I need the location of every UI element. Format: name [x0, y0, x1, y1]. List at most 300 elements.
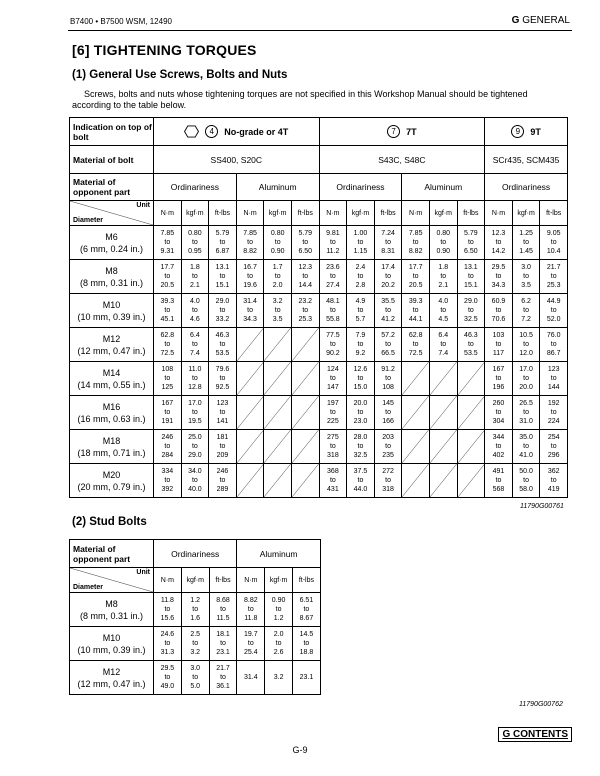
torque-max: 34.3: [243, 316, 257, 323]
not-applicable-cell: [402, 430, 430, 464]
torque-value-cell: [181, 362, 209, 396]
unit-header-cell: ft-lbs: [209, 201, 237, 226]
range-to: to: [247, 239, 253, 246]
torque-max: 296: [547, 452, 560, 459]
torque-max: 2.6: [273, 649, 284, 656]
unit-header-cell: N·m: [236, 201, 264, 226]
torque-max: 20.5: [160, 282, 175, 289]
torque-min: 79.6: [215, 366, 230, 373]
torque-min: 4.0: [190, 298, 200, 305]
torque-max: 568: [492, 486, 505, 493]
grade-name: 7T: [406, 126, 417, 137]
diameter-cell: [70, 260, 154, 294]
bolt-size-detail: (10 mm, 0.39 in.): [77, 311, 146, 322]
range-to: to: [164, 307, 171, 314]
range-to: to: [550, 307, 557, 314]
torque-min: 7.24: [381, 230, 395, 237]
range-to: to: [357, 375, 364, 382]
range-to: to: [329, 375, 336, 382]
torque-max: 20.2: [381, 282, 395, 289]
unit-header-cell: ft-lbs: [540, 201, 568, 226]
range-to: to: [329, 443, 336, 450]
torque-min: 24.6: [160, 631, 175, 638]
not-applicable-cell: [457, 464, 485, 498]
general-intro: Screws, bolts and nuts whose tightening torques are not specified in this Workshop Manual should be tightened according to the table below.: [72, 89, 528, 110]
range-to: to: [550, 341, 557, 348]
torque-max: 8.31: [381, 248, 395, 255]
range-to: to: [467, 307, 474, 314]
torque-value-cell: [402, 294, 430, 328]
not-applicable-cell: [264, 430, 292, 464]
torque-value-cell: [181, 627, 209, 661]
torque-value: 3.2: [273, 674, 284, 681]
torque-max: 11.8: [244, 615, 258, 622]
range-to: to: [247, 307, 253, 314]
torque-value-cell: [347, 464, 375, 498]
table-row: [70, 226, 568, 260]
unit-header-cell: ft-lbs: [209, 568, 237, 593]
bolt-size: M12: [102, 333, 121, 344]
not-applicable-cell: [236, 328, 264, 362]
torque-max: 86.7: [546, 350, 561, 357]
torque-min: 29.5: [491, 264, 506, 271]
torque-max: 6.50: [298, 248, 313, 255]
not-applicable-cell: [291, 430, 319, 464]
torque-max: 9.31: [160, 248, 175, 255]
diagonal-slash: [237, 328, 264, 361]
torque-value-cell: [512, 328, 540, 362]
torque-min: 13.1: [215, 264, 230, 271]
torque-max: 419: [547, 486, 560, 493]
torque-min: 2.0: [273, 631, 284, 638]
torque-value-cell: [512, 430, 540, 464]
diagonal-slash: [402, 430, 429, 463]
bolt-size-detail: (12 mm, 0.47 in.): [77, 345, 146, 356]
range-to: to: [495, 307, 502, 314]
table-row: [70, 396, 568, 430]
torque-min: 0.80: [270, 230, 285, 237]
torque-max: 25.3: [298, 316, 313, 323]
torque-value-cell: [209, 226, 237, 260]
torque-max: 52.0: [546, 316, 561, 323]
torque-min: 1.7: [272, 264, 283, 271]
torque-min: 4.0: [438, 298, 449, 305]
not-applicable-cell: [429, 464, 457, 498]
range-to: to: [220, 674, 226, 681]
torque-value-cell: [374, 430, 402, 464]
torque-min: 46.3: [215, 332, 230, 339]
torque-value-cell: [181, 661, 209, 695]
torque-value-cell: [319, 294, 347, 328]
range-to: to: [550, 409, 557, 416]
torque-min: 17.0: [188, 400, 202, 407]
torque-value-cell: [209, 627, 237, 661]
torque-min: 8.68: [216, 597, 230, 604]
torque-max: 402: [492, 452, 505, 459]
torque-min: 29.0: [464, 298, 478, 305]
bolt-size: M20: [102, 469, 121, 480]
section-name: GENERAL: [522, 15, 570, 26]
table-row: [70, 593, 321, 627]
torque-value-cell: [540, 396, 568, 430]
unit-header-cell: N·m: [485, 201, 513, 226]
diagonal-slash: [458, 430, 485, 463]
range-to: to: [440, 341, 447, 348]
torque-max: 125: [161, 384, 174, 391]
opponent-material: Ordinariness: [485, 174, 568, 201]
unit-diameter-header: [70, 568, 154, 593]
torque-value-cell: [485, 430, 513, 464]
torque-min: 46.3: [464, 332, 478, 339]
grade-mark: [154, 125, 319, 138]
bolt-material-label: Material of bolt: [70, 146, 154, 174]
range-to: to: [219, 239, 226, 246]
unit-header-cell: N·m: [237, 568, 265, 593]
torque-value-cell: [181, 396, 209, 430]
diameter-label: Diameter: [73, 217, 103, 224]
bolt-size: M14: [102, 367, 121, 378]
torque-min: 35.5: [381, 298, 395, 305]
table-row: [70, 661, 321, 695]
torque-min: 29.5: [160, 665, 175, 672]
torque-value-cell: [154, 661, 182, 695]
torque-max: 225: [327, 418, 339, 425]
unit-header-cell: kgf·m: [347, 201, 375, 226]
torque-max: 2.0: [272, 282, 283, 289]
range-to: to: [550, 443, 557, 450]
unit-diameter-header: [70, 201, 154, 226]
not-applicable-cell: [429, 362, 457, 396]
torque-max: 20.0: [519, 384, 533, 391]
torque-max: 34.3: [491, 282, 506, 289]
torque-min: 11.0: [188, 366, 202, 373]
range-to: to: [440, 273, 447, 280]
torque-min: 34.0: [188, 468, 202, 475]
torque-max: 108: [382, 384, 394, 391]
opponent-material: Aluminum: [236, 174, 319, 201]
contents-button[interactable]: G CONTENTS: [498, 727, 572, 742]
diagonal-slash: [237, 464, 264, 497]
torque-value-cell: [265, 593, 293, 627]
torque-min: 368: [327, 468, 339, 475]
range-to: to: [220, 640, 226, 647]
torque-value-cell: [291, 260, 319, 294]
diameter-label: Diameter: [73, 584, 103, 591]
torque-min: 14.5: [299, 631, 314, 638]
range-to: to: [192, 606, 199, 613]
torque-max: 12.8: [188, 384, 202, 391]
torque-min: 91.2: [381, 366, 395, 373]
torque-min: 6.4: [438, 332, 449, 339]
torque-value-cell: [264, 294, 292, 328]
torque-min: 39.3: [160, 298, 175, 305]
torque-min: 5.79: [464, 230, 478, 237]
torque-max: 40.0: [188, 486, 202, 493]
torque-value-cell: [209, 661, 237, 695]
table-row: [70, 260, 568, 294]
bolt-size-detail: (18 mm, 0.71 in.): [77, 447, 146, 458]
not-applicable-cell: [291, 464, 319, 498]
range-to: to: [495, 273, 502, 280]
torque-min: 62.8: [160, 332, 175, 339]
not-applicable-cell: [429, 396, 457, 430]
unit-header-cell: kgf·m: [264, 201, 292, 226]
bolt-size-detail: (12 mm, 0.47 in.): [77, 678, 146, 689]
torque-min: 3.0: [521, 264, 531, 271]
torque-min: 1.8: [190, 264, 200, 271]
torque-max: 1.15: [353, 248, 368, 255]
torque-value-cell: [264, 226, 292, 260]
torque-min: 246: [216, 468, 229, 475]
torque-value-cell: [347, 430, 375, 464]
range-to: to: [412, 307, 419, 314]
torque-max: 1.6: [190, 615, 201, 622]
range-to: to: [192, 674, 199, 681]
grade-number-icon: 4: [205, 125, 218, 138]
torque-max: 92.5: [215, 384, 230, 391]
torque-value-cell: [209, 362, 237, 396]
torque-max: 1.2: [273, 615, 284, 622]
torque-value-cell: [374, 226, 402, 260]
torque-value-cell: [293, 661, 321, 695]
diagonal-slash: [264, 396, 291, 429]
range-to: to: [523, 307, 529, 314]
torque-max: 3.2: [190, 649, 201, 656]
stud-heading: (2) Stud Bolts: [72, 516, 147, 528]
torque-value-cell: [154, 627, 182, 661]
range-to: to: [219, 443, 226, 450]
range-to: to: [247, 606, 254, 613]
range-to: to: [191, 375, 198, 382]
range-to: to: [523, 443, 529, 450]
torque-max: 45.1: [160, 316, 175, 323]
opponent-label: Material of opponent part: [70, 174, 154, 201]
grade-cell: [319, 118, 485, 146]
bolt-size: M16: [102, 401, 121, 412]
range-to: to: [385, 375, 391, 382]
bolt-size: M10: [102, 632, 121, 643]
torque-value-cell: [181, 593, 209, 627]
torque-min: 13.1: [464, 264, 478, 271]
diagonal-slash: [292, 464, 319, 497]
torque-min: 362: [547, 468, 560, 475]
torque-value-cell: [457, 260, 485, 294]
torque-value-cell: [429, 226, 457, 260]
stud-torque-table: [69, 539, 321, 695]
grade-name: 9T: [530, 126, 541, 137]
torque-max: 2.1: [438, 282, 449, 289]
page-title: [6] TIGHTENING TORQUES: [72, 42, 257, 58]
torque-max: 53.5: [464, 350, 478, 357]
torque-max: 117: [492, 350, 505, 357]
torque-value-cell: [512, 226, 540, 260]
bolt-size-detail: (6 mm, 0.24 in.): [79, 243, 144, 254]
diagonal-slash: [402, 362, 429, 395]
torque-max: 7.4: [438, 350, 449, 357]
torque-max: 15.1: [464, 282, 478, 289]
torque-min: 18.1: [216, 631, 230, 638]
range-to: to: [302, 307, 309, 314]
not-applicable-cell: [236, 430, 264, 464]
torque-value-cell: [540, 464, 568, 498]
torque-max: 66.5: [381, 350, 395, 357]
torque-value-cell: [265, 627, 293, 661]
torque-max: 2.1: [190, 282, 200, 289]
torque-max: 25.3: [546, 282, 561, 289]
torque-max: 23.1: [216, 649, 230, 656]
torque-min: 19.7: [243, 631, 258, 638]
torque-max: 18.8: [299, 649, 314, 656]
diagonal-slash: [264, 430, 291, 463]
range-to: to: [357, 273, 364, 280]
bolt-size: M18: [102, 435, 121, 446]
unit-header-cell: N·m: [154, 568, 182, 593]
range-to: to: [357, 443, 364, 450]
diagonal-slash: [458, 396, 485, 429]
torque-min: 491: [492, 468, 505, 475]
torque-max: 284: [161, 452, 174, 459]
not-applicable-cell: [291, 396, 319, 430]
torque-value-cell: [485, 464, 513, 498]
torque-min: 123: [216, 400, 229, 407]
torque-min: 246: [161, 434, 174, 441]
torque-min: 260: [492, 400, 505, 407]
torque-value-cell: [429, 260, 457, 294]
not-applicable-cell: [236, 464, 264, 498]
torque-min: 1.2: [190, 597, 201, 604]
opponent-material: Aluminum: [402, 174, 485, 201]
opponent-material: Ordinariness: [319, 174, 402, 201]
diagonal-slash: [264, 362, 291, 395]
torque-value-cell: [209, 464, 237, 498]
section-letter: G: [511, 15, 520, 26]
torque-value-cell: [181, 464, 209, 498]
grade-name: No-grade or 4T: [224, 126, 289, 137]
range-to: to: [191, 477, 198, 484]
torque-max: 1.45: [519, 248, 533, 255]
general-heading: (1) General Use Screws, Bolts and Nuts: [72, 69, 288, 81]
not-applicable-cell: [402, 396, 430, 430]
unit-header-cell: ft-lbs: [457, 201, 485, 226]
torque-max: 49.0: [160, 683, 175, 690]
unit-header-cell: kgf·m: [512, 201, 540, 226]
torque-value-cell: [485, 226, 513, 260]
range-to: to: [274, 273, 281, 280]
torque-value-cell: [181, 294, 209, 328]
torque-min: 10.5: [519, 332, 533, 339]
torque-min: 3.0: [190, 665, 201, 672]
range-to: to: [247, 273, 253, 280]
range-to: to: [357, 307, 364, 314]
torque-max: 147: [327, 384, 339, 391]
range-to: to: [219, 409, 226, 416]
diagonal-slash: [237, 362, 264, 395]
torque-value-cell: [154, 294, 182, 328]
torque-value-cell: [347, 396, 375, 430]
torque-max: 166: [382, 418, 394, 425]
range-to: to: [329, 409, 336, 416]
range-to: to: [275, 640, 282, 647]
torque-min: 3.2: [272, 298, 283, 305]
torque-value-cell: [457, 328, 485, 362]
figure-code-general: 11790G00761: [520, 503, 564, 510]
unit-header-cell: kgf·m: [181, 201, 209, 226]
torque-min: 29.0: [215, 298, 230, 305]
indication-label: Indication on top of bolt: [70, 118, 154, 146]
torque-max: 25.4: [243, 649, 258, 656]
range-to: to: [303, 606, 310, 613]
torque-min: 21.7: [546, 264, 561, 271]
torque-max: 29.0: [188, 452, 202, 459]
table-row: [70, 430, 568, 464]
torque-min: 203: [382, 434, 394, 441]
torque-value-cell: [485, 328, 513, 362]
not-applicable-cell: [264, 362, 292, 396]
torque-min: 192: [547, 400, 560, 407]
torque-max: 33.2: [215, 316, 230, 323]
range-to: to: [357, 341, 364, 348]
torque-value-cell: [512, 396, 540, 430]
diameter-cell: [70, 328, 154, 362]
torque-value-cell: [237, 593, 265, 627]
torque-value-cell: [209, 396, 237, 430]
torque-max: 58.0: [519, 486, 533, 493]
diameter-cell: [70, 294, 154, 328]
torque-min: 17.7: [408, 264, 423, 271]
torque-value-cell: [319, 396, 347, 430]
range-to: to: [523, 273, 529, 280]
torque-max: 15.0: [353, 384, 368, 391]
torque-max: 70.6: [491, 316, 506, 323]
hex-bolt-icon: [184, 125, 199, 138]
torque-min: 275: [327, 434, 339, 441]
range-to: to: [164, 341, 171, 348]
torque-max: 0.90: [436, 248, 451, 255]
torque-min: 8.82: [243, 597, 258, 604]
unit-header-cell: kgf·m: [429, 201, 457, 226]
opponent-label: Material of opponent part: [70, 540, 154, 568]
torque-value-cell: [209, 430, 237, 464]
torque-max: 2.8: [355, 282, 366, 289]
bolt-material: SCr435, SCM435: [485, 146, 568, 174]
torque-max: 7.2: [521, 316, 531, 323]
not-applicable-cell: [457, 362, 485, 396]
page-number: G-9: [292, 745, 308, 755]
torque-max: 41.2: [381, 316, 395, 323]
torque-min: 23.2: [298, 298, 313, 305]
torque-min: 167: [161, 400, 174, 407]
not-applicable-cell: [291, 362, 319, 396]
range-to: to: [550, 239, 557, 246]
not-applicable-cell: [402, 464, 430, 498]
torque-value-cell: [457, 226, 485, 260]
torque-min: 12.6: [353, 366, 368, 373]
torque-value-cell: [402, 328, 430, 362]
torque-value-cell: [154, 396, 182, 430]
indication-row: [70, 118, 568, 146]
torque-min: 20.0: [353, 400, 368, 407]
range-to: to: [412, 239, 419, 246]
torque-min: 37.5: [353, 468, 368, 475]
unit-header-cell: kgf·m: [265, 568, 293, 593]
unit-label: Unit: [136, 202, 150, 209]
torque-max: 15.1: [215, 282, 230, 289]
diagonal-slash: [237, 430, 264, 463]
page-header-left: B7400 • B7500 WSM, 12490: [70, 17, 172, 26]
torque-value-cell: [512, 464, 540, 498]
torque-value-cell: [485, 362, 513, 396]
torque-value-cell: [512, 362, 540, 396]
